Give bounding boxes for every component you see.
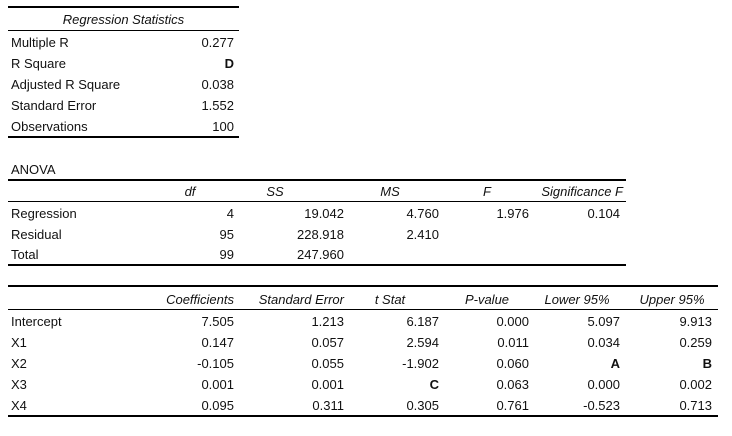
header-rule [8, 30, 239, 31]
row-label: Residual [11, 227, 62, 242]
cell-coefficient: 7.505 [201, 314, 234, 329]
row-label: X4 [11, 398, 27, 413]
cell-lower-95: 0.000 [587, 377, 620, 392]
cell-lower-95: 0.034 [587, 335, 620, 350]
cell-coefficient: 0.095 [201, 398, 234, 413]
header-rule [8, 201, 626, 202]
cell-standard-error: 0.055 [311, 356, 344, 371]
column-header: df [184, 184, 196, 199]
cell-standard-error: 1.213 [311, 314, 344, 329]
column-header: Coefficients [166, 292, 234, 307]
cell-f: 1.976 [496, 206, 529, 221]
header-rule [8, 309, 718, 310]
cell-t-stat: C [429, 377, 439, 392]
bottom-rule [8, 264, 626, 266]
cell-ms: 4.760 [406, 206, 439, 221]
row-label: X2 [11, 356, 27, 371]
cell-upper-95: 9.913 [679, 314, 712, 329]
cell-lower-95: 5.097 [587, 314, 620, 329]
row-label: Multiple R [11, 35, 69, 50]
bottom-rule [8, 415, 718, 417]
column-header: P-value [464, 292, 510, 307]
cell-coefficient: 0.001 [201, 377, 234, 392]
column-header: Significance F [541, 184, 623, 199]
cell-p-value: 0.063 [496, 377, 529, 392]
row-value: 0.038 [201, 77, 234, 92]
bottom-rule [8, 136, 239, 138]
top-rule [8, 179, 626, 181]
cell-upper-95: 0.713 [679, 398, 712, 413]
column-header: Standard Error [258, 292, 344, 307]
row-label: R Square [11, 56, 66, 71]
top-rule [8, 6, 239, 8]
cell-standard-error: 0.311 [312, 398, 344, 413]
cell-ss: 19.042 [304, 206, 344, 221]
cell-df: 95 [219, 227, 234, 242]
cell-t-stat: 2.594 [406, 335, 439, 350]
cell-t-stat: 6.187 [406, 314, 439, 329]
cell-p-value: 0.011 [497, 335, 529, 350]
cell-t-stat: 0.305 [406, 398, 439, 413]
column-header: t Stat [374, 292, 406, 307]
cell-df: 99 [219, 247, 234, 262]
column-header: MS [380, 184, 400, 199]
row-label: Total [11, 247, 39, 262]
cell-ss: 228.918 [297, 227, 344, 242]
top-rule [8, 285, 718, 287]
cell-p-value: 0.761 [496, 398, 529, 413]
row-label: Adjusted R Square [11, 77, 121, 92]
column-header: F [483, 184, 491, 199]
row-value: 1.552 [201, 98, 234, 113]
column-header: SS [266, 184, 284, 199]
cell-standard-error: 0.057 [311, 335, 344, 350]
cell-ss: 247.960 [297, 247, 344, 262]
row-label: X1 [11, 335, 27, 350]
cell-upper-95: B [702, 356, 712, 371]
cell-standard-error: 0.001 [311, 377, 344, 392]
cell-ms: 2.410 [406, 227, 439, 242]
table-title: ANOVA [11, 162, 56, 177]
cell-coefficient: 0.147 [201, 335, 234, 350]
cell-lower-95: A [610, 356, 620, 371]
cell-df: 4 [226, 206, 234, 221]
row-label: Standard Error [11, 98, 97, 113]
cell-upper-95: 0.259 [679, 335, 712, 350]
row-label: Intercept [11, 314, 62, 329]
cell-t-stat: -1.902 [402, 356, 439, 371]
row-value: D [224, 56, 234, 71]
cell-significance-f: 0.104 [587, 206, 620, 221]
column-header: Upper 95% [639, 292, 705, 307]
row-value: 0.277 [201, 35, 234, 50]
cell-lower-95: -0.523 [583, 398, 620, 413]
cell-coefficient: -0.105 [197, 356, 234, 371]
row-label: Observations [11, 119, 88, 134]
cell-upper-95: 0.002 [679, 377, 712, 392]
column-header: Lower 95% [544, 292, 610, 307]
row-label: X3 [11, 377, 27, 392]
cell-p-value: 0.060 [496, 356, 529, 371]
table-title: Regression Statistics [62, 12, 185, 27]
row-value: 100 [212, 119, 234, 134]
row-label: Regression [11, 206, 77, 221]
cell-p-value: 0.000 [496, 314, 529, 329]
